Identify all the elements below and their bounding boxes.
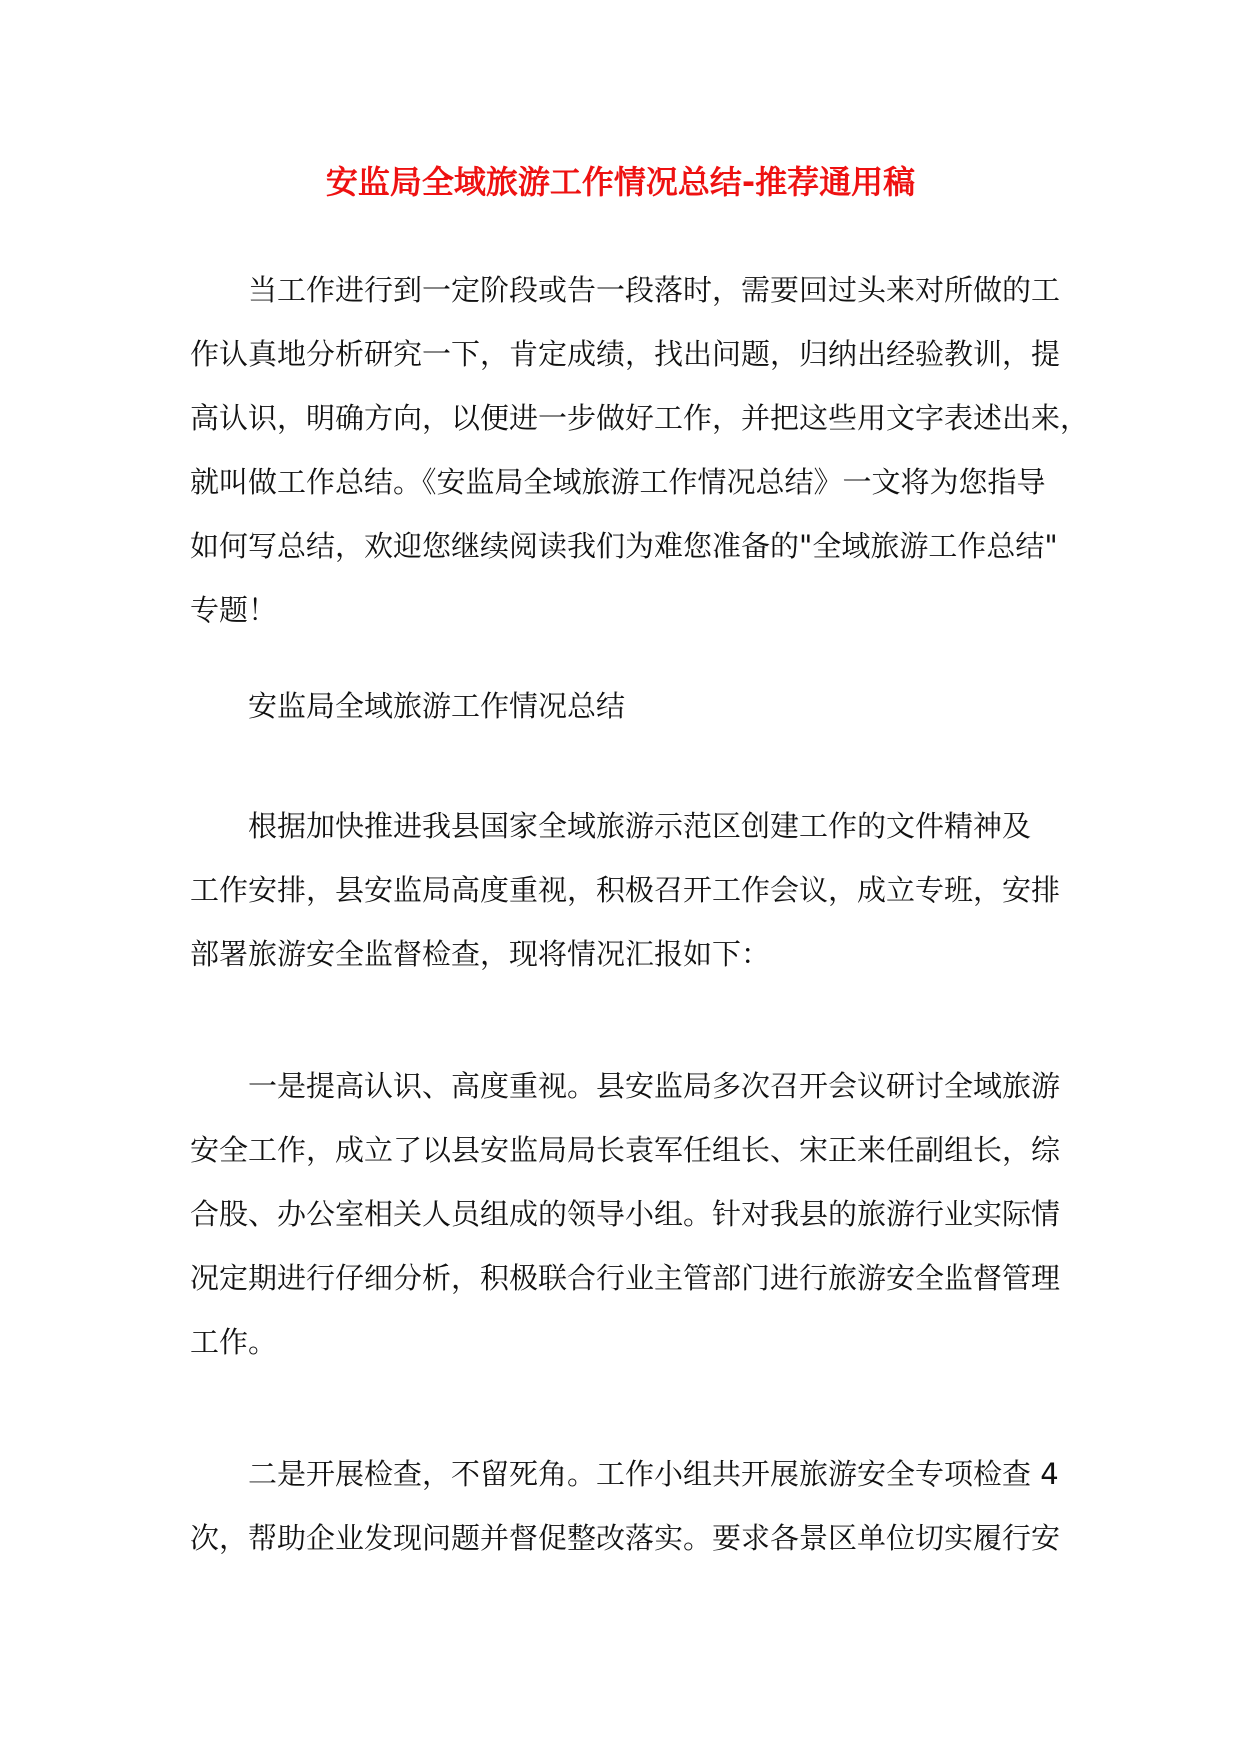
paragraph-3 [190,1442,1061,1570]
text-line: 当工作进行到一定阶段或告一段落时，需要回过头来对所做的工 [248,273,1061,307]
text-line: 安全工作，成立了以县安监局局长袁军任组长、宋正来任副组长，综 [190,1133,1061,1167]
text-line: 工作安排，县安监局高度重视，积极召开工作会议，成立专班，安排 [190,873,1061,907]
text-line: 次，帮助企业发现问题并督促整改落实。要求各景区单位切实履行安 [190,1521,1061,1555]
intro-paragraph [190,258,1090,642]
text-line: 合股、办公室相关人员组成的领导小组。针对我县的旅游行业实际情 [190,1197,1061,1231]
text-line: 况定期进行仔细分析，积极联合行业主管部门进行旅游安全监督管理 [190,1261,1061,1295]
text-line: 专题！ [190,593,278,627]
paragraph-2 [190,1054,1061,1374]
subheading-block [190,674,1056,738]
paragraph-1 [190,794,1061,986]
document-title: 安监局全域旅游工作情况总结-推荐通用稿 [325,163,916,201]
text-line: 如何写总结，欢迎您继续阅读我们为难您准备的"全域旅游工作总结" [190,529,1058,563]
text-line: 一是提高认识、高度重视。县安监局多次召开会议研讨全域旅游 [248,1069,1061,1103]
text-line: 就叫做工作总结。《安监局全域旅游工作情况总结》一文将为您指导 [190,465,1046,499]
text-line: 高认识，明确方向，以便进一步做好工作，并把这些用文字表述出来， [190,401,1090,435]
text-line: 二是开展检查，不留死角。工作小组共开展旅游安全专项检查 4 [248,1457,1059,1491]
text-line: 工作。 [190,1325,278,1359]
text-line: 作认真地分析研究一下，肯定成绩，找出问题，归纳出经验教训，提 [190,337,1061,371]
text-line: 根据加快推进我县国家全域旅游示范区创建工作的文件精神及 [248,809,1032,843]
text-line: 部署旅游安全监督检查，现将情况汇报如下： [190,937,771,971]
section-subheading: 安监局全域旅游工作情况总结 [248,689,626,723]
